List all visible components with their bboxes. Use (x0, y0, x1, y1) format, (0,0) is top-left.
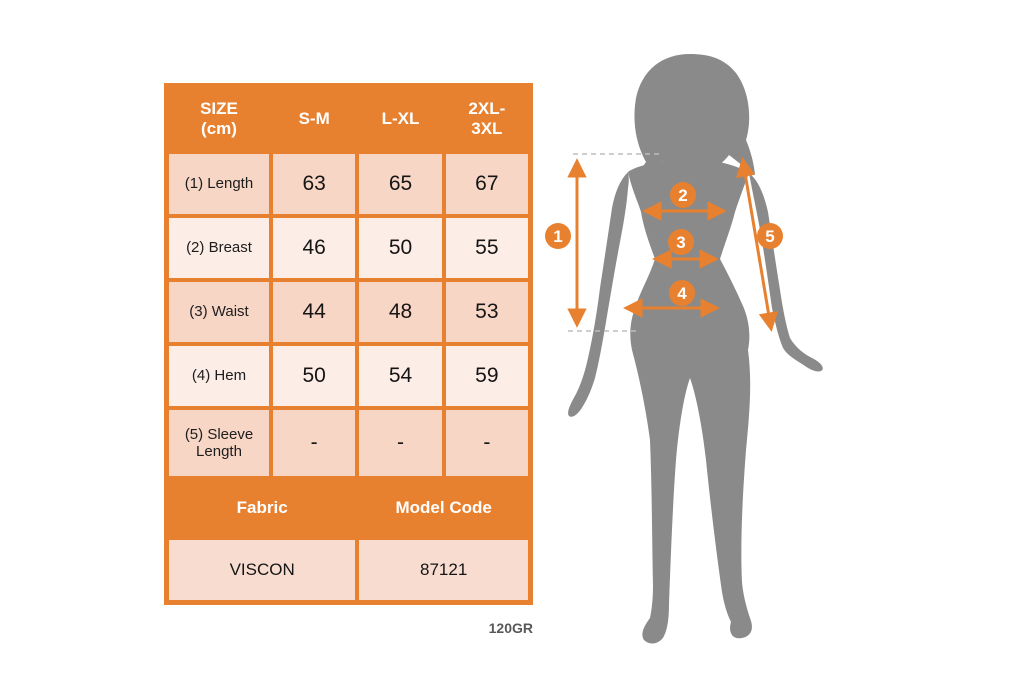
header-lxl-label: L-XL (381, 109, 420, 129)
marker-2 (670, 182, 696, 208)
marker-5 (757, 223, 783, 249)
measurement-diagram (540, 40, 870, 660)
value-breast-2xl3xl: 55 (446, 218, 528, 278)
value-fabric: VISCON (169, 540, 355, 600)
marker-4-number: 4 (677, 284, 687, 303)
value-sleeve-lxl: - (359, 410, 441, 476)
header-cell-2xl3xl (446, 88, 528, 150)
value-length-2xl3xl: 67 (446, 154, 528, 214)
value-length-sm: 63 (273, 154, 355, 214)
row-label-sleeve-length: (5) Sleeve Length (169, 410, 269, 476)
header-sm-label: S-M (298, 109, 330, 129)
value-model-code: 87121 (359, 540, 528, 600)
marker-4 (669, 280, 695, 306)
value-hem-2xl3xl: 59 (446, 346, 528, 406)
header-model-code: Model Code (395, 498, 492, 518)
row-label-waist: (3) Waist (169, 282, 269, 342)
value-hem-sm: 50 (273, 346, 355, 406)
value-waist-sm: 44 (273, 282, 355, 342)
value-waist-2xl3xl: 53 (446, 282, 528, 342)
marker-1 (545, 223, 571, 249)
header-size-label: SIZE (cm) (200, 99, 238, 138)
female-silhouette (568, 54, 823, 643)
marker-2-number: 2 (678, 186, 688, 205)
header-2xl3xl-label: 2XL-3XL (468, 99, 506, 138)
header-cell-size (169, 88, 269, 150)
silhouette-right-arm (749, 173, 823, 371)
value-sleeve-sm: - (273, 410, 355, 476)
row-label-length: (1) Length (169, 154, 269, 214)
header-fabric: Fabric (236, 498, 288, 518)
marker-3 (668, 229, 694, 255)
marker-1-number: 1 (553, 227, 563, 246)
value-breast-lxl: 50 (359, 218, 441, 278)
row-label-breast: (2) Breast (169, 218, 269, 278)
value-breast-sm: 46 (273, 218, 355, 278)
marker-3-number: 3 (676, 233, 686, 252)
size-table (164, 83, 533, 605)
weight-footnote: 120GR (488, 620, 533, 636)
value-length-lxl: 65 (359, 154, 441, 214)
marker-5-number: 5 (765, 227, 775, 246)
header-cell-lxl (359, 88, 441, 150)
value-waist-lxl: 48 (359, 282, 441, 342)
row-label-hem: (4) Hem (169, 346, 269, 406)
value-hem-lxl: 54 (359, 346, 441, 406)
header-cell-sm (273, 88, 355, 150)
value-sleeve-2xl3xl: - (446, 410, 528, 476)
